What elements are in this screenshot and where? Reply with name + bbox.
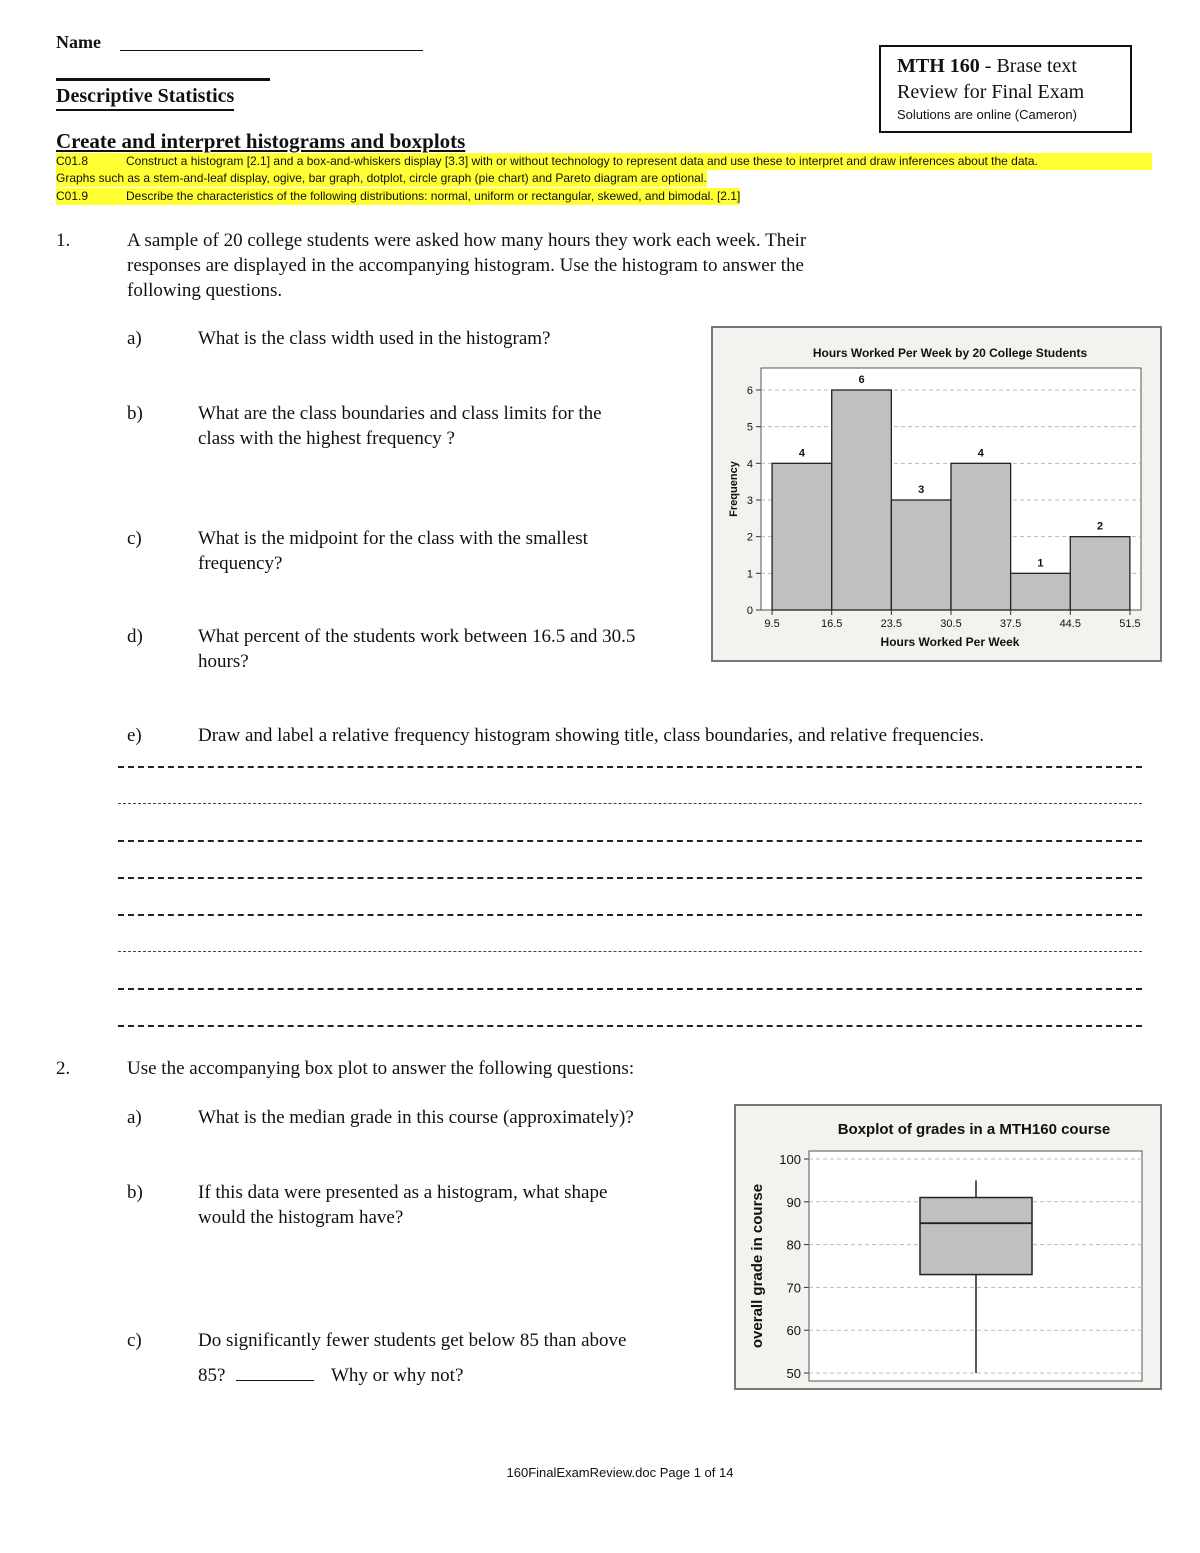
outcome-1-line-1	[56, 153, 1152, 170]
histogram-x-tick-label: 16.5	[821, 618, 843, 630]
answer-line[interactable]	[118, 803, 1142, 804]
question-2c-why: Why or why not?	[330, 1365, 464, 1386]
outcome-1-code: C01.8	[56, 154, 89, 168]
histogram-bar	[1070, 537, 1130, 610]
histogram-bar	[891, 500, 951, 610]
question-1e-label: e)	[127, 725, 142, 746]
histogram-x-axis-label: Hours Worked Per Week	[880, 635, 1020, 649]
boxplot-chart	[736, 1106, 1160, 1388]
question-1d-line: What percent of the students work between 16.5 and 30.5	[198, 626, 636, 647]
question-1d-text	[198, 624, 635, 674]
histogram-panel	[711, 326, 1162, 662]
question-1b-text	[198, 401, 602, 451]
answer-line[interactable]	[118, 877, 1142, 879]
histogram-y-tick-label: 1	[746, 568, 753, 581]
question-2b-text	[198, 1180, 607, 1230]
question-1b-line: class with the highest frequency ?	[198, 428, 455, 449]
question-2b-line: If this data were presented as a histogram, what shape	[198, 1182, 608, 1203]
boxplot-panel	[734, 1104, 1162, 1390]
problem-2-number: 2.	[56, 1058, 71, 1079]
outcome-1-text: Construct a histogram [2.1] and a box-and-whiskers display [3.3] with or without technology to represent data and use these to interpret and draw inferences about the data.	[126, 154, 1038, 168]
name-label: Name	[56, 32, 101, 52]
section-title-rule	[56, 78, 270, 81]
histogram-data-label: 2	[1097, 520, 1104, 533]
problem-1-intro	[127, 228, 806, 303]
boxplot-y-tick-label: 90	[786, 1194, 801, 1210]
question-1c-line: What is the midpoint for the class with the smallest	[198, 528, 588, 549]
boxplot-y-axis-label: overall grade in course	[749, 1183, 766, 1349]
histogram-title: Hours Worked Per Week by 20 College Students	[812, 346, 1088, 360]
question-1d-label: d)	[127, 626, 143, 647]
histogram-y-tick-label: 3	[746, 495, 753, 507]
histogram-x-tick-label: 30.5	[940, 618, 962, 630]
course-text: - Brase text	[979, 55, 1077, 77]
histogram-y-axis-label: Frequency	[728, 461, 740, 517]
answer-line[interactable]	[118, 951, 1142, 952]
outcome-2-code: C01.9	[56, 189, 89, 203]
histogram-y-tick-label: 4	[746, 458, 753, 471]
question-2a-label: a)	[127, 1107, 142, 1128]
course-code: MTH 160	[897, 55, 980, 77]
histogram-y-tick-label: 2	[746, 531, 753, 544]
problem-1-number: 1.	[56, 230, 71, 251]
page-footer: 160FinalExamReview.doc Page 1 of 14	[506, 1465, 734, 1480]
boxplot-y-tick-label: 100	[779, 1152, 801, 1167]
question-1c-text	[198, 526, 588, 576]
outcome-2	[56, 188, 740, 205]
solutions-note: Solutions are online (Cameron)	[897, 107, 1077, 122]
answer-blank[interactable]	[236, 1362, 314, 1381]
histogram-y-tick-label: 6	[746, 385, 753, 397]
boxplot-title: Boxplot of grades in a MTH160 course	[837, 1121, 1111, 1138]
question-2b-label: b)	[127, 1182, 143, 1203]
answer-line[interactable]	[118, 914, 1142, 916]
boxplot-y-tick-label: 80	[786, 1237, 801, 1253]
answer-line[interactable]	[118, 840, 1142, 842]
question-1a-label: a)	[127, 328, 142, 349]
boxplot-box	[920, 1198, 1032, 1275]
question-1e-text: Draw and label a relative frequency histogram showing title, class boundaries, and relative frequencies.	[198, 725, 985, 746]
histogram-x-tick-label: 51.5	[1119, 618, 1141, 630]
histogram-y-tick-label: 0	[746, 605, 753, 617]
histogram-chart	[713, 328, 1160, 660]
outcome-2-text: Describe the characteristics of the following distributions: normal, uniform or rectangular, skewed, and bimodal. [2.1]	[126, 189, 741, 203]
question-2b-line: would the histogram have?	[198, 1207, 404, 1228]
histogram-bar	[832, 390, 892, 610]
histogram-bar	[1011, 573, 1071, 610]
answer-line[interactable]	[118, 1025, 1142, 1027]
histogram-data-label: 1	[1037, 557, 1044, 570]
histogram-x-tick-label: 23.5	[880, 618, 903, 630]
course-info-box	[879, 45, 1132, 133]
question-2c-value: 85?	[198, 1365, 226, 1386]
course-subtitle: Review for Final Exam	[897, 81, 1085, 103]
question-1a-text: What is the class width used in the histogram?	[198, 328, 551, 349]
histogram-x-tick-label: 9.5	[764, 618, 780, 630]
question-2c-text: Do significantly fewer students get below 85 than above	[198, 1330, 627, 1351]
answer-line[interactable]	[118, 988, 1142, 990]
histogram-data-label: 4	[977, 447, 984, 460]
question-1c-label: c)	[127, 528, 142, 549]
question-2c-label: c)	[127, 1330, 142, 1351]
problem-1-intro-line: responses are displayed in the accompanying histogram. Use the histogram to answer the	[127, 255, 804, 276]
histogram-y-tick-label: 5	[746, 421, 753, 434]
histogram-bar	[772, 463, 832, 610]
histogram-bar	[951, 463, 1011, 610]
problem-1-intro-line: following questions.	[127, 280, 283, 301]
outcome-1-line-2: Graphs such as a stem-and-leaf display, ogive, bar graph, dotplot, circle graph (pie chart) and Pareto diagram are optional.	[56, 171, 707, 185]
topic-title: Create and interpret histograms and boxplots	[56, 129, 466, 153]
histogram-data-label: 3	[918, 484, 925, 496]
section-title: Descriptive Statistics	[56, 85, 234, 111]
question-1d-line: hours?	[198, 651, 249, 672]
question-2a-text: What is the median grade in this course (approximately)?	[198, 1107, 634, 1128]
boxplot-y-tick-label: 50	[786, 1366, 801, 1381]
question-1b-label: b)	[127, 403, 143, 424]
question-1c-line: frequency?	[198, 553, 283, 574]
problem-2-intro: Use the accompanying box plot to answer the following questions:	[127, 1058, 635, 1079]
name-field-line[interactable]	[120, 50, 423, 51]
question-2c-line-2	[198, 1362, 463, 1388]
question-1b-line: What are the class boundaries and class limits for the	[198, 403, 602, 424]
boxplot-y-tick-label: 70	[786, 1280, 801, 1296]
problem-1-intro-line: A sample of 20 college students were asked how many hours they work each week. Their	[127, 230, 807, 251]
histogram-data-label: 4	[798, 447, 805, 460]
histogram-data-label: 6	[858, 374, 865, 386]
histogram-x-tick-label: 37.5	[999, 618, 1022, 630]
answer-line[interactable]	[118, 766, 1142, 768]
histogram-x-tick-label: 44.5	[1059, 618, 1081, 630]
boxplot-y-tick-label: 60	[786, 1323, 801, 1339]
